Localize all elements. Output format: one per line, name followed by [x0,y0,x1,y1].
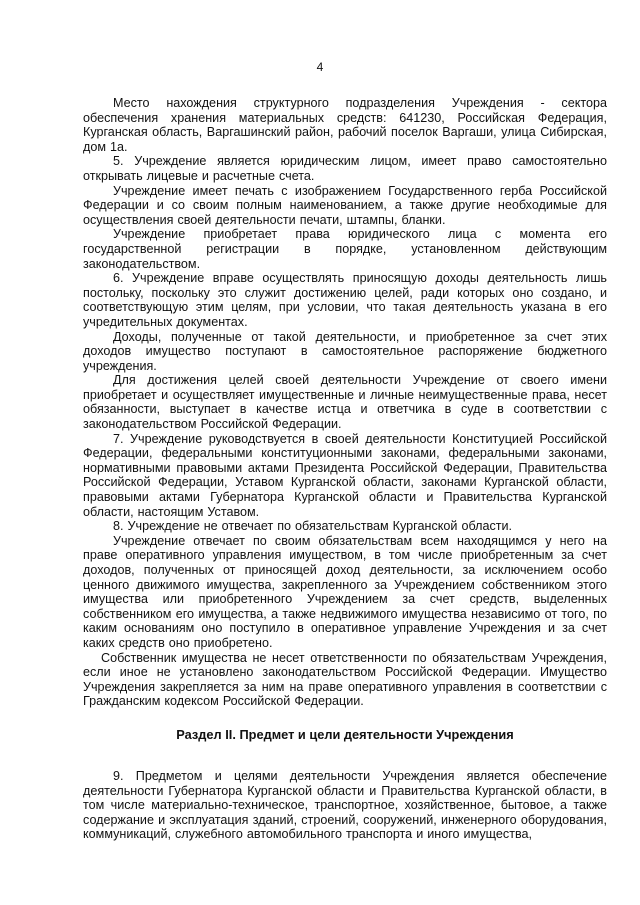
paragraph-income-disposal: Доходы, полученные от такой деятельности, и приобретенное за счет этих доходов имущество поступают в самостоятельное распоряжение бюджетного учреждения. [83,329,607,373]
paragraph-rights-obligations: Для достижения целей своей деятельности Учреждение от своего имени приобретает и осуществляет имущественные и личные неимущественные права, несет обязанности, выступает в качестве истца и ответчика в суде в соответствии с законодательством Российской Федерации. [83,373,607,432]
section-spacer [83,742,607,769]
paragraph-7-legal-basis: 7. Учреждение руководствуется в своей деятельности Конституцией Российской Федерации, федеральными конституционными законами, федеральными законами, нормативными правовыми актами Президента Российской Федерации, Правительства Российской Федерации, Уставом Курганской области, законами Курганской области, правовыми актами Губернатора Курганской области и Правительства Курганской области, настоящим Уставом. [83,431,607,519]
paragraph-5-legal-entity: 5. Учреждение является юридическим лицом, имеет право самостоятельно открывать лицевые и расчетные счета. [83,154,607,183]
section-heading: Раздел II. Предмет и цели деятельности Учреждения [176,726,514,742]
paragraph-8-liability: 8. Учреждение не отвечает по обязательствам Курганской области. [113,519,513,534]
paragraph-owner-liability: Собственник имущества не несет ответственности по обязательствам Учреждения, если иное не установлено законодательством Российской Федерации. Имущество Учреждения закрепляется за ним на праве оперативного управления в соответствии с Гражданским кодексом Российской Федерации. [83,650,607,709]
page-number: 4 [316,60,324,74]
paragraph-seal: Учреждение имеет печать с изображением Государственного герба Российской Федерации и со своим полным наименованием, а также другие необходимые для осуществления своей деятельности печати, штампы, бланки. [83,183,607,227]
paragraph-registration: Учреждение приобретает права юридического лица с момента его государственной регистрации в порядке, установленном действующим законодательством. [83,227,607,271]
paragraph-location: Место нахождения структурного подразделения Учреждения - сектора обеспечения хранения материальных средств: 641230, Российская Федерация, Курганская область, Варгашинский район, рабочий поселок Варгаши, улица Сибирская, дом 1а. [83,96,607,154]
paragraph-liability-property: Учреждение отвечает по своим обязательствам всем находящимся у него на праве оперативного управления имуществом, в том числе приобретенным за счет доходов, полученных от приносящей доход деятельности, за исключением особо ценного движимого имущества, закрепленного за Учреждением собственником этого имущества или приобретенного Учреждением за счет средств, выделенных собственником его имущества, а также недвижимого имущества независимо от того, по каким основаниям оно поступило в оперативное управление Учреждения и за счет каких средств оно приобретено. [83,533,607,650]
paragraph-9-subject-goals: 9. Предметом и целями деятельности Учреждения является обеспечение деятельности Губернатора Курганской области и Правительства Курганской области, в том числе материально-техническое, транспортное, хозяйственное, бытовое, а также содержание и эксплуатация зданий, строений, сооружений, инженерного оборудования, коммуникаций, служебного автомобильного транспорта и иного имущества, [83,768,607,842]
paragraph-6-income-activity: 6. Учреждение вправе осуществлять приносящую доходы деятельность лишь постольку, поскольку это служит достижению целей, ради которых оно создано, и соответствующую этим целям, при условии, что такая деятельность указана в его учредительных документах. [83,271,607,329]
document-body [83,96,607,842]
